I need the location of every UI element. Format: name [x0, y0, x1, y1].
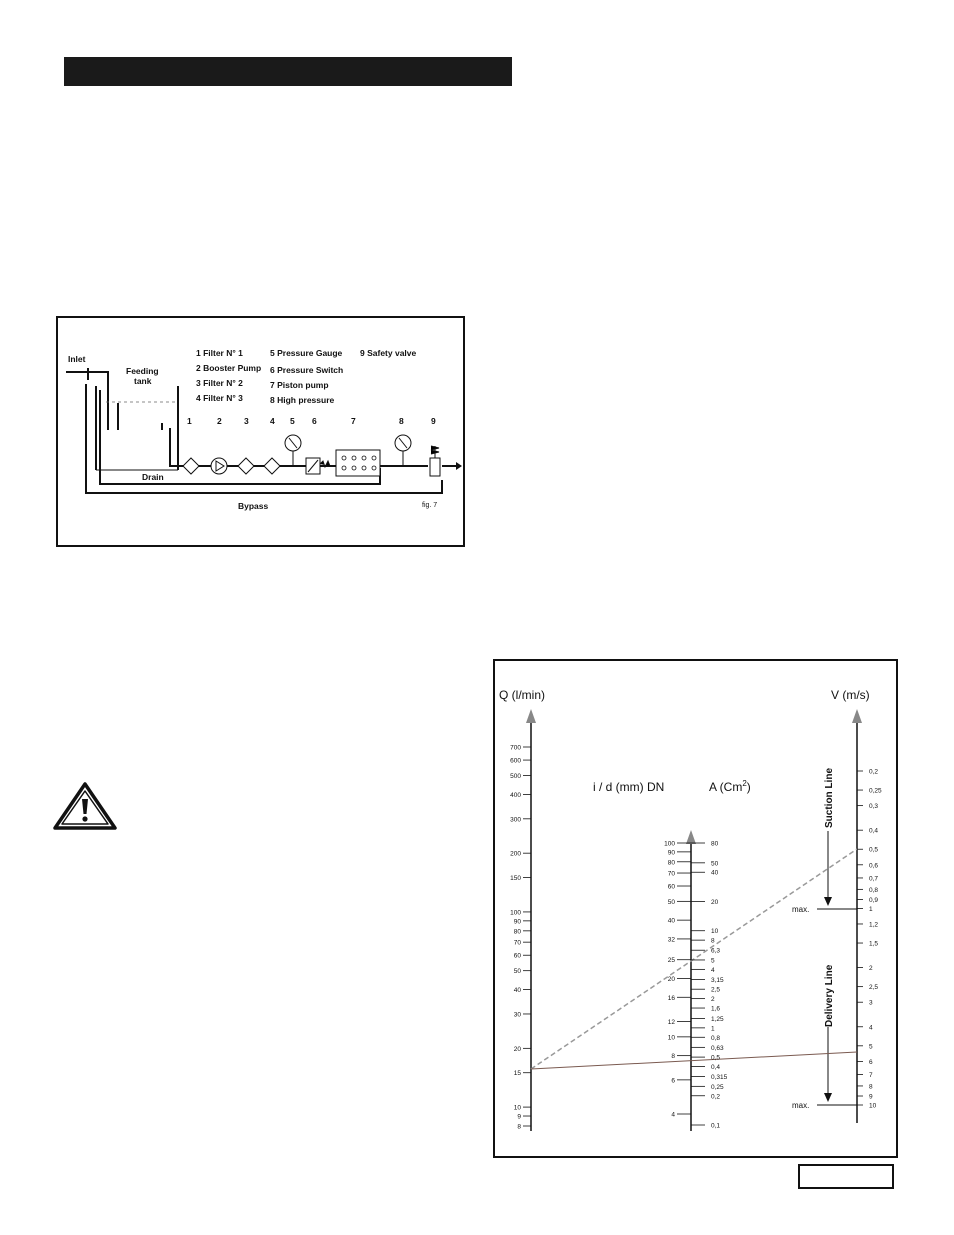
v-axis-tick-label: 0,9: [869, 896, 879, 904]
a-axis-tick-label: 80: [711, 840, 719, 848]
legend-item-3: 3 Filter N° 2: [196, 378, 243, 388]
v-axis-tick-label: 0,2: [869, 768, 879, 776]
a-axis-tick-label: 0,8: [711, 1034, 721, 1042]
a-axis-tick-label: 8: [711, 937, 715, 945]
legend-item-7: 7 Piston pump: [270, 380, 329, 390]
component-number-1: 1: [187, 416, 192, 426]
v-axis-tick-label: 0,6: [869, 862, 879, 870]
a-axis-tick-label: 0,25: [711, 1083, 724, 1091]
q-axis-tick-label: 9: [517, 1113, 521, 1121]
v-axis-tick-label: 10: [869, 1102, 877, 1110]
page-number-box: [798, 1164, 894, 1189]
pipe-sizing-nomogram: [493, 659, 898, 1158]
q-axis-tick-label: 100: [510, 909, 521, 917]
d-axis-tick-label: 100: [664, 840, 675, 848]
q-axis-tick-label: 400: [510, 791, 521, 799]
component-number-7: 7: [351, 416, 356, 426]
suction-arrow-head-icon: [824, 897, 832, 906]
q-axis-tick-label: 15: [513, 1070, 521, 1078]
inlet-label: Inlet: [68, 354, 86, 364]
a-axis-tick-label: 2: [711, 996, 715, 1004]
v-axis-tick-label: 5: [869, 1043, 873, 1051]
v-axis-tick-label: 3: [869, 999, 873, 1007]
q-axis-tick-label: 50: [513, 968, 521, 976]
legend-item-8: 8 High pressure: [270, 395, 335, 405]
a-axis-tick-label: 10: [711, 928, 719, 936]
a-axis-tick-label: 2,5: [711, 986, 721, 994]
figure-caption: fig. 7: [422, 502, 438, 509]
d-axis-tick-label: 16: [667, 994, 675, 1002]
hydraulic-circuit-figure: [56, 316, 465, 547]
a-axis-tick-label: 5: [711, 957, 715, 965]
delivery-arrow-head-icon: [824, 1093, 832, 1102]
q-axis-tick-label: 150: [510, 875, 521, 883]
v-axis-tick-label: 7: [869, 1072, 873, 1080]
d-axis-tick-label: 32: [667, 936, 675, 944]
suction-reference-line: [531, 849, 857, 1072]
legend-item-6: 6 Pressure Switch: [270, 365, 344, 375]
bypass-label: Bypass: [238, 501, 269, 511]
suction-max-label: max.: [792, 905, 810, 914]
v-axis-arrow-icon: [852, 709, 862, 723]
q-axis-arrow-icon: [526, 709, 536, 723]
filter-2-icon: [238, 458, 254, 474]
v-axis-tick-label: 0,4: [869, 827, 879, 835]
q-axis-tick-label: 60: [513, 952, 521, 960]
a-axis-tick-label: 1,25: [711, 1015, 724, 1023]
a-axis-tick-label: 0,63: [711, 1044, 724, 1052]
q-axis-label: Q (l/min): [499, 688, 545, 702]
q-axis-tick-label: 700: [510, 744, 521, 752]
v-axis-tick-label: 1: [869, 905, 873, 913]
a-axis-tick-label: 0,4: [711, 1064, 721, 1072]
d-axis-tick-label: 4: [671, 1111, 675, 1119]
q-axis-tick-label: 90: [513, 918, 521, 926]
d-axis-tick-label: 6: [671, 1077, 675, 1085]
a-axis-tick-label: 50: [711, 860, 719, 868]
v-axis-tick-label: 0,8: [869, 886, 879, 894]
q-axis-tick-label: 500: [510, 773, 521, 781]
outlet-arrow-icon: [456, 462, 462, 470]
q-axis-tick-label: 300: [510, 816, 521, 824]
a-axis-tick-label: 6,3: [711, 947, 721, 955]
legend-item-9: 9 Safety valve: [360, 348, 417, 358]
delivery-max-label: max.: [792, 1101, 810, 1110]
a-axis-tick-label: 0,2: [711, 1093, 721, 1101]
q-axis-tick-label: 70: [513, 939, 521, 947]
piston-pump-icon: [336, 450, 380, 476]
q-axis-tick-label: 8: [517, 1123, 521, 1131]
a-axis-tick-label: 4: [711, 966, 715, 974]
filter-1-icon: [183, 458, 199, 474]
v-axis-tick-label: 0,25: [869, 787, 882, 795]
component-number-4: 4: [270, 416, 275, 426]
d-axis-tick-label: 50: [667, 898, 675, 906]
d-axis-tick-label: 12: [667, 1019, 675, 1027]
d-axis-tick-label: 8: [671, 1053, 675, 1061]
drain-label: Drain: [142, 472, 164, 482]
v-axis-tick-label: 0,5: [869, 846, 879, 854]
d-axis-tick-label: 10: [667, 1034, 675, 1042]
d-axis-tick-label: 80: [667, 859, 675, 867]
section-header-bar: [64, 57, 512, 86]
component-number-9: 9: [431, 416, 436, 426]
d-axis-tick-label: 40: [667, 917, 675, 925]
v-axis-tick-label: 6: [869, 1058, 873, 1066]
component-number-8: 8: [399, 416, 404, 426]
a-axis-tick-label: 0,315: [711, 1074, 728, 1082]
a-axis-tick-label: 40: [711, 869, 719, 877]
v-axis-tick-label: 1,5: [869, 940, 879, 948]
q-axis-tick-label: 80: [513, 928, 521, 936]
component-number-5: 5: [290, 416, 295, 426]
q-axis-tick-label: 30: [513, 1011, 521, 1019]
a-axis-tick-label: 0,5: [711, 1054, 721, 1062]
suction-line-label: Suction Line: [824, 768, 835, 828]
filter-3-icon: [264, 458, 280, 474]
v-axis-tick-label: 0,7: [869, 875, 879, 883]
d-axis-tick-label: 90: [667, 849, 675, 857]
a-axis-tick-label: 3,15: [711, 976, 724, 984]
d-axis-tick-label: 60: [667, 883, 675, 891]
q-axis-tick-label: 20: [513, 1045, 521, 1053]
a-axis-tick-label: 1: [711, 1025, 715, 1033]
component-number-3: 3: [244, 416, 249, 426]
a-axis-tick-label: 20: [711, 898, 719, 906]
d-axis-tick-label: 25: [667, 957, 675, 965]
feeding-tank-label-1: Feeding: [126, 366, 159, 376]
q-axis-tick-label: 200: [510, 850, 521, 858]
a-axis-label: A (Cm$^2$): [709, 779, 751, 794]
d-axis-label: i / d (mm) DN: [593, 780, 665, 794]
v-axis-tick-label: 8: [869, 1083, 873, 1091]
d-axis-tick-label: 70: [667, 870, 675, 878]
safety-valve-icon: [430, 458, 440, 476]
pipework: [66, 368, 456, 493]
d-axis-arrow-icon: [686, 830, 696, 844]
v-axis-tick-label: 2: [869, 965, 873, 973]
v-axis-tick-label: 9: [869, 1093, 873, 1101]
a-axis-tick-label: 0,1: [711, 1122, 721, 1130]
legend-item-4: 4 Filter N° 3: [196, 393, 243, 403]
v-axis-tick-label: 1,2: [869, 921, 879, 929]
legend-item-5: 5 Pressure Gauge: [270, 348, 343, 358]
delivery-line-label: Delivery Line: [824, 964, 835, 1027]
v-axis-tick-label: 4: [869, 1024, 873, 1032]
a-axis-tick-label: 1,6: [711, 1005, 721, 1013]
component-number-2: 2: [217, 416, 222, 426]
warning-triangle-icon: [52, 781, 118, 831]
d-axis-tick-label: 20: [667, 976, 675, 983]
v-axis-tick-label: 0,3: [869, 803, 879, 811]
q-axis-tick-label: 10: [513, 1104, 521, 1112]
v-axis-tick-label: 2,5: [869, 984, 879, 992]
hydraulic-circuit-diagram: [58, 318, 463, 545]
q-axis-tick-label: 40: [513, 987, 521, 995]
feeding-tank-label-2: tank: [134, 376, 152, 386]
legend-item-1: 1 Filter N° 1: [196, 348, 243, 358]
legend-item-2: 2 Booster Pump: [196, 363, 262, 373]
q-axis-tick-label: 600: [510, 757, 521, 765]
component-number-6: 6: [312, 416, 317, 426]
v-axis-label: V (m/s): [831, 688, 870, 702]
nomogram-chart: [495, 661, 896, 1156]
